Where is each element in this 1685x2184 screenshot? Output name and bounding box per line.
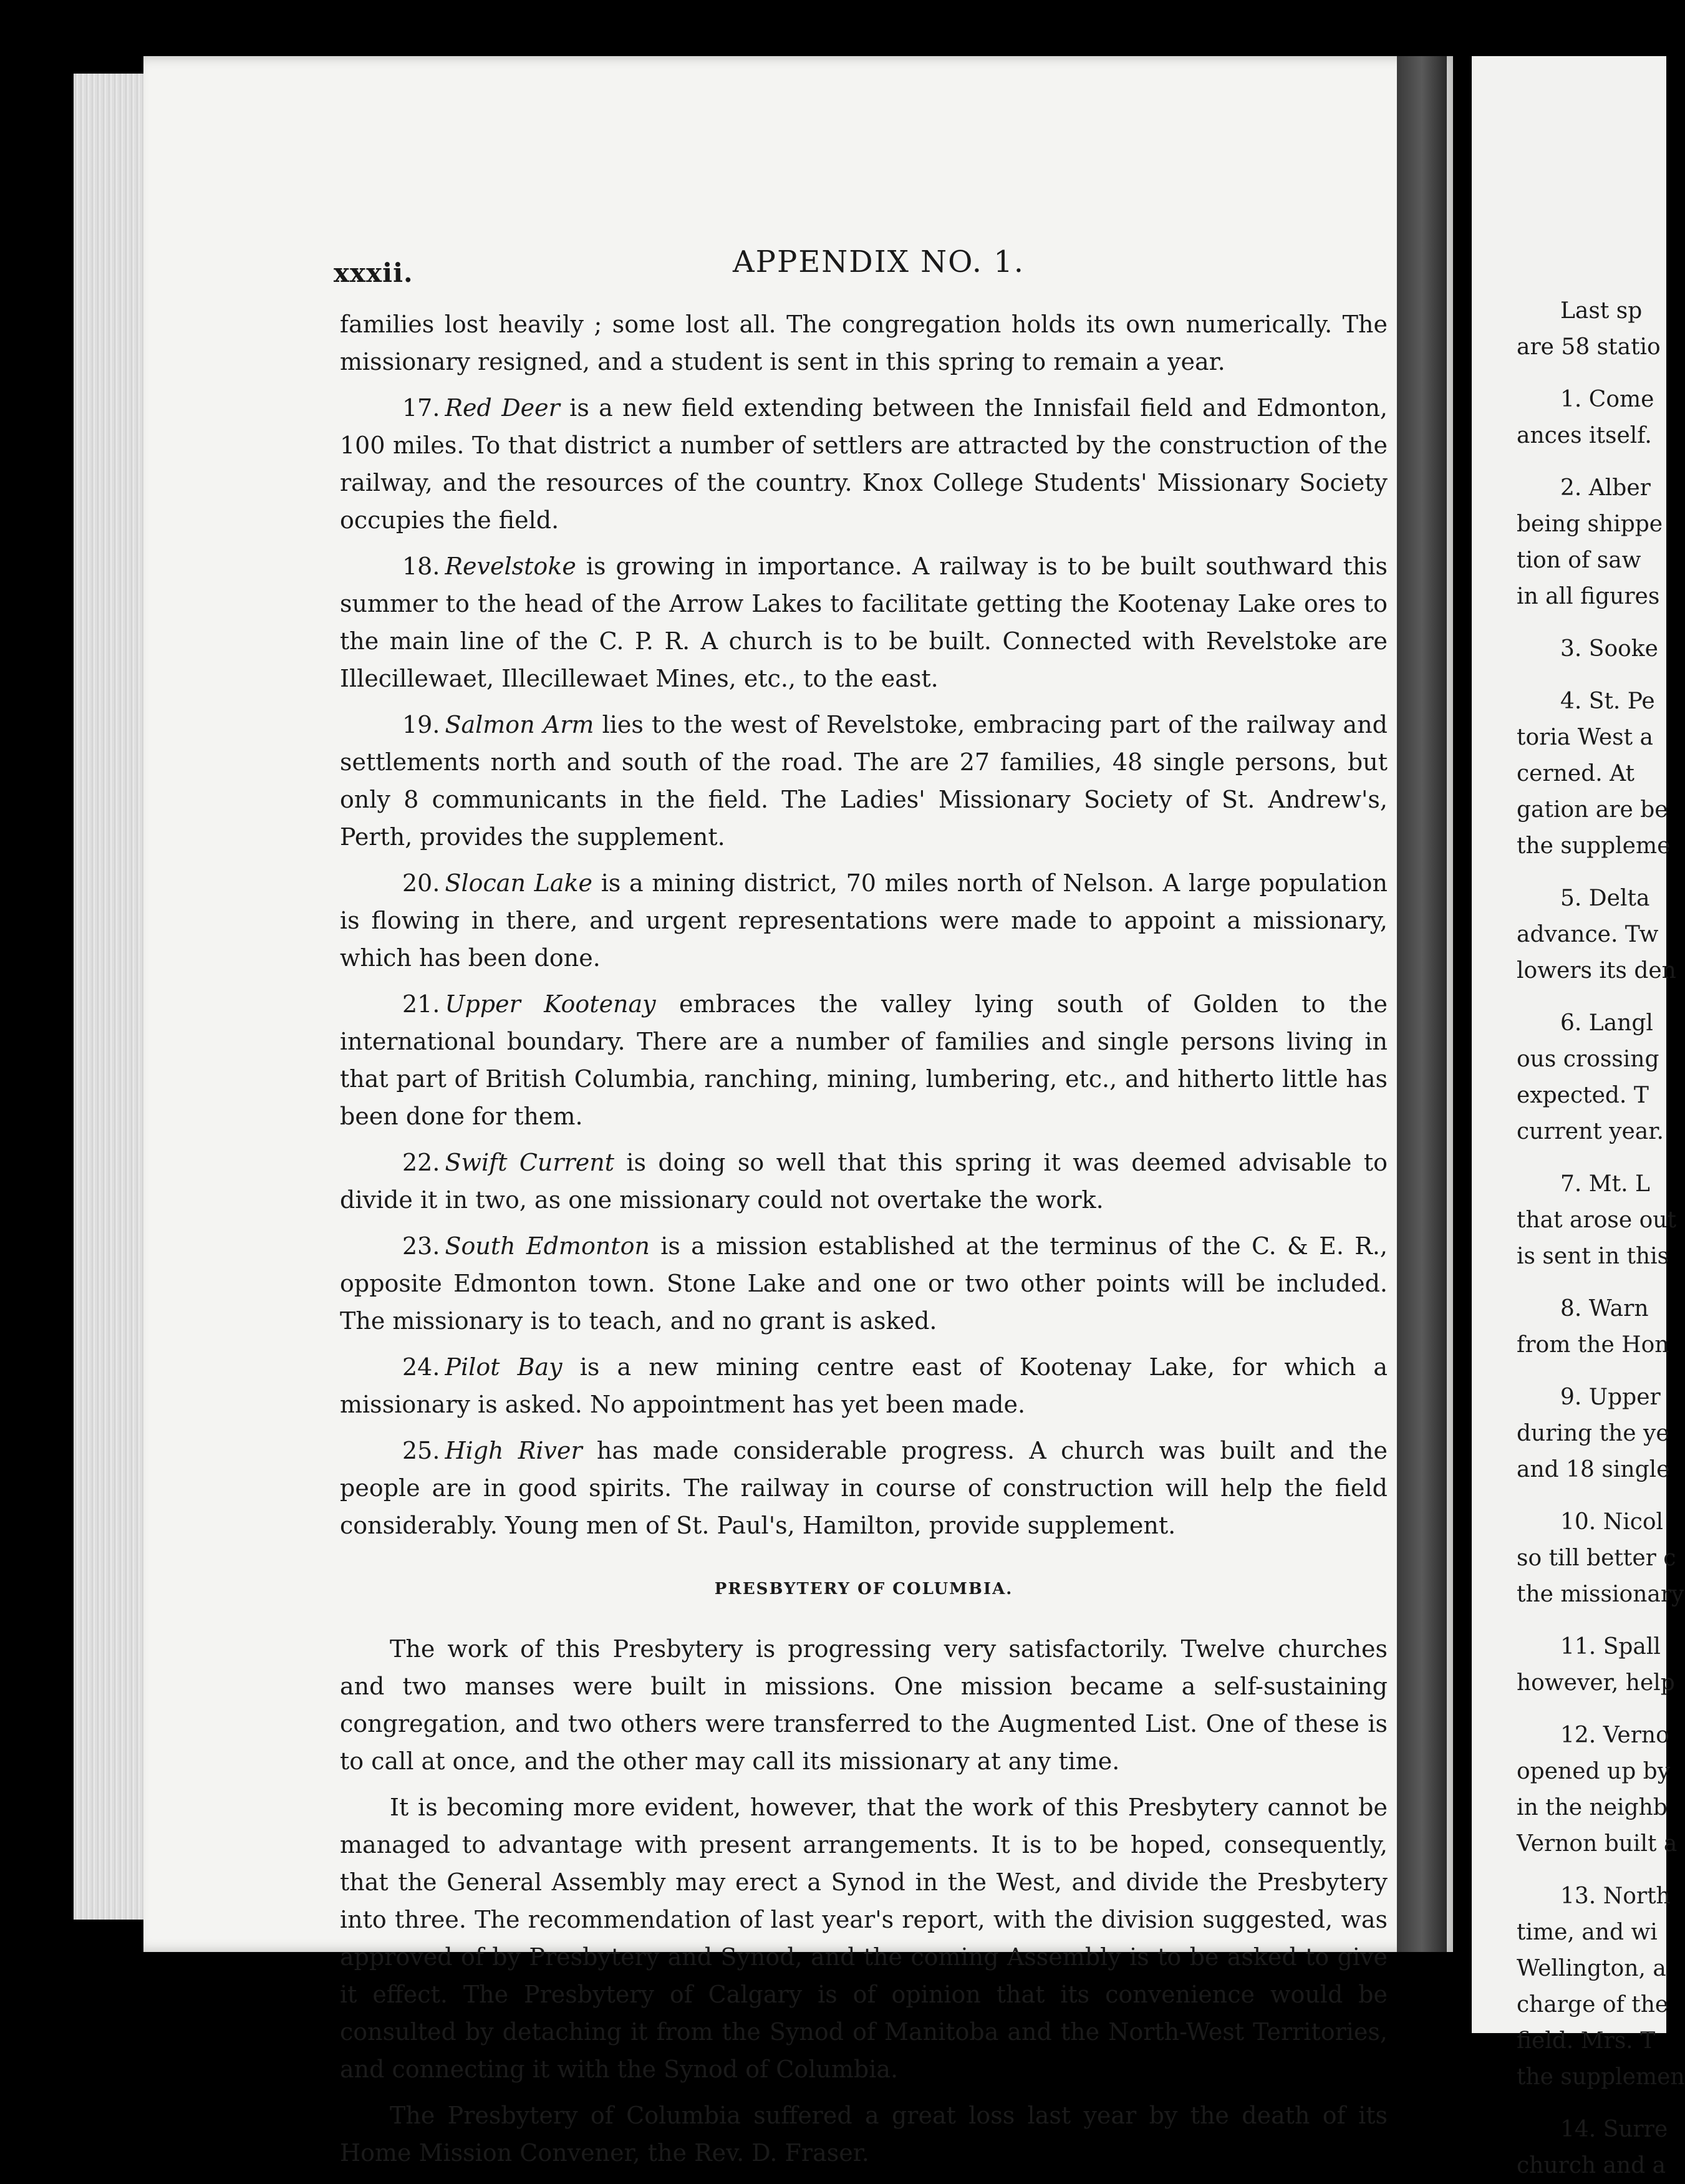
- place-name: Swift Current: [445, 1149, 614, 1176]
- list-item-17: 17. Red Deer is a new field extending between the Innisfail field and Edmonton, 100 miles. To that district a number of settlers are attracted by the construction of the railway, and the resources of the country. Knox College Students' Missionary Society occupies the field.: [340, 394, 1388, 534]
- list-item-19: 19. Salmon Arm lies to the west of Revelstoke, embracing part of the railway and settlements north and south of the road. The are 27 families, 48 single persons, but only 8 communicants in the field. The Ladies' Missionary Society of St. Andrew's, Perth, provides the supplement.: [340, 711, 1388, 851]
- place-name: Salmon Arm: [445, 711, 594, 738]
- continuation-paragraph: families lost heavily ; some lost all. The congregation holds its own numerically. The missionary resigned, and a student is sent in this spring to remain a year.: [340, 311, 1388, 375]
- line-gap: [1517, 1701, 1666, 1718]
- place-name: Upper Kootenay: [445, 990, 656, 1018]
- list-item-23: 23. South Edmonton is a mission established at the terminus of the C. & E. R., opposite Edmonton town. Stone Lake and one or two other points will be included. The missionary is to teach, and no grant is asked.: [340, 1232, 1388, 1335]
- place-name: Red Deer: [445, 394, 560, 422]
- right-page-line: toria West a: [1517, 725, 1653, 750]
- right-page-line: expected. T: [1517, 1083, 1649, 1108]
- list-item-22: 22. Swift Current is doing so well that this spring it was deemed advisable to divide it in two, as one missionary could not overtake the work.: [340, 1149, 1388, 1214]
- line-gap: [1517, 615, 1666, 631]
- list-item-25: 25. High River has made considerable progress. A church was built and the people are in good spirits. The railway in course of construction will help the field considerably. Young men of St. Paul's, Hamilton, provide supplement.: [340, 1437, 1388, 1539]
- left-page-content: [334, 243, 1388, 2180]
- line-gap: [1517, 365, 1666, 382]
- right-page-line: the missionary: [1517, 1582, 1684, 1607]
- right-page-line: the suppleme: [1517, 833, 1671, 859]
- right-page-line: Wellington, a: [1517, 1956, 1666, 1981]
- right-page-line: charge of the: [1517, 1992, 1669, 2017]
- right-page-line: 8. Warn: [1560, 1296, 1649, 1322]
- section-heading: PRESBYTERY OF COLUMBIA.: [714, 1580, 1013, 1598]
- right-page-line: 14. Surre: [1560, 2117, 1668, 2142]
- right-page-line: from the Hon: [1517, 1332, 1669, 1358]
- right-page-line: however, help: [1517, 1670, 1675, 1696]
- line-gap: [1517, 864, 1666, 881]
- right-page-line: 11. Spall: [1560, 1634, 1661, 1660]
- line-gap: [1517, 1488, 1666, 1504]
- right-page-line: 2. Alber: [1560, 475, 1651, 501]
- body-paragraph: The Presbytery of Columbia suffered a great loss last year by the death of its Home Mission Convener, the Rev. D. Fraser.: [340, 2102, 1388, 2167]
- right-page-line: cerned. At: [1517, 761, 1634, 786]
- line-gap: [1517, 2095, 1666, 2112]
- right-page-line: time, and wi: [1517, 1920, 1658, 1945]
- right-page-line: 4. St. Pe: [1560, 689, 1655, 714]
- place-name: South Edmonton: [445, 1232, 650, 1260]
- running-title: APPENDIX NO. 1.: [733, 244, 1025, 279]
- right-page-line: that arose out: [1517, 1207, 1676, 1233]
- right-page-line: in the neighb: [1517, 1795, 1668, 1820]
- line-gap: [1517, 1862, 1666, 1878]
- line-gap: [1517, 1363, 1666, 1379]
- list-item-24: 24. Pilot Bay is a new mining centre east of Kootenay Lake, for which a missionary is asked. No appointment has yet been made.: [340, 1353, 1388, 1418]
- right-page-line: 10. Nicol: [1560, 1509, 1664, 1535]
- right-page-line: ances itself.: [1517, 423, 1652, 448]
- right-page-line: 12. Verno: [1560, 1723, 1669, 1748]
- right-page-line: Last sp: [1560, 298, 1643, 324]
- right-page-line: Vernon built a: [1517, 1831, 1678, 1857]
- line-gap: [1517, 1150, 1666, 1166]
- right-page-line: and 18 single: [1517, 1457, 1670, 1482]
- right-page-line: field. Mrs. T: [1517, 2028, 1656, 2054]
- line-gap: [1517, 667, 1666, 684]
- right-page-line: in all figures: [1517, 584, 1660, 609]
- right-page-line: gation are be: [1517, 797, 1668, 823]
- line-gap: [1517, 989, 1666, 1005]
- page-number: xxxii.: [334, 258, 413, 288]
- right-page-line: are 58 statio: [1517, 334, 1661, 360]
- book-gutter: [1397, 56, 1447, 1952]
- right-page-line: 13. North: [1560, 1883, 1671, 1909]
- line-gap: [1517, 1275, 1666, 1291]
- list-item-21: 21. Upper Kootenay embraces the valley lying south of Golden to the international boundary. There are a number of families and single persons living in that part of British Columbia, ranching, mining, lumbering, etc., and hitherto little has been done for them.: [340, 990, 1388, 1130]
- place-name: High River: [445, 1437, 582, 1464]
- right-page-line: is sent in this: [1517, 1244, 1669, 1269]
- right-page-line: church and a: [1517, 2153, 1666, 2178]
- right-page-line: lowers its den: [1517, 958, 1676, 983]
- body-paragraph: It is becoming more evident, however, that the work of this Presbytery cannot be managed to advantage with present arrangements. It is to be hoped, consequently, that the General Assembly may erect a Synod in the West, and divide the Presbytery into three. The recommendation of last year's report, with the division suggested, was approved of by Presbytery and Synod, and the coming Assembly is to be asked to give it effect. The Presbytery of Calgary is of opinion that its convenience would be consulted by detaching it from the Synod of Manitoba and the North-West Territories, and connecting it with the Synod of Columbia.: [340, 1794, 1388, 2083]
- line-gap: [1517, 1613, 1666, 1629]
- right-page-line: 9. Upper: [1560, 1384, 1661, 1410]
- page-header: [334, 243, 1388, 299]
- right-page-line: current year.: [1517, 1119, 1664, 1144]
- right-page-line: so till better c: [1517, 1545, 1676, 1571]
- place-name: Revelstoke: [445, 553, 576, 580]
- right-page-line: tion of saw: [1517, 548, 1641, 573]
- right-page-line: 6. Langl: [1560, 1010, 1653, 1036]
- right-page-line: the supplemen: [1517, 2064, 1685, 2090]
- line-gap: [1517, 454, 1666, 470]
- right-page-line: advance. Tw: [1517, 922, 1659, 947]
- right-page-line: ous crossing: [1517, 1046, 1659, 1072]
- list-item-18: 18. Revelstoke is growing in importance. A railway is to be built southward this summer to the head of the Arrow Lakes to facilitate getting the Kootenay Lake ores to the main line of the C. P. R. A church is to be built. Connected with Revelstoke are Illecillewaet, Illecillewaet Mines, etc., to the east.: [340, 553, 1388, 692]
- right-page-line: 1. Come: [1560, 387, 1654, 412]
- right-page-line: 7. Mt. L: [1560, 1171, 1650, 1197]
- place-name: Pilot Bay: [445, 1353, 562, 1381]
- list-item-20: 20. Slocan Lake is a mining district, 70 miles north of Nelson. A large population is flowing in there, and urgent representations were made to appoint a missionary, which has been done.: [340, 869, 1388, 972]
- right-page-line: being shippe: [1517, 511, 1663, 537]
- body-paragraph: The work of this Presbytery is progressing very satisfactorily. Twelve churches and two manses were built in missions. One mission became a self-sustaining congregation, and two others were transferred to the Augmented List. One of these is to call at once, and the other may call its missionary at any time.: [340, 1635, 1388, 1775]
- right-page-line: during the ye: [1517, 1421, 1669, 1446]
- right-page-line: 5. Delta: [1560, 886, 1650, 911]
- place-name: Slocan Lake: [445, 869, 593, 897]
- right-page-line: opened up by: [1517, 1759, 1671, 1784]
- right-page-fragments: [1517, 293, 1685, 2184]
- right-page-line: 3. Sooke: [1560, 636, 1658, 662]
